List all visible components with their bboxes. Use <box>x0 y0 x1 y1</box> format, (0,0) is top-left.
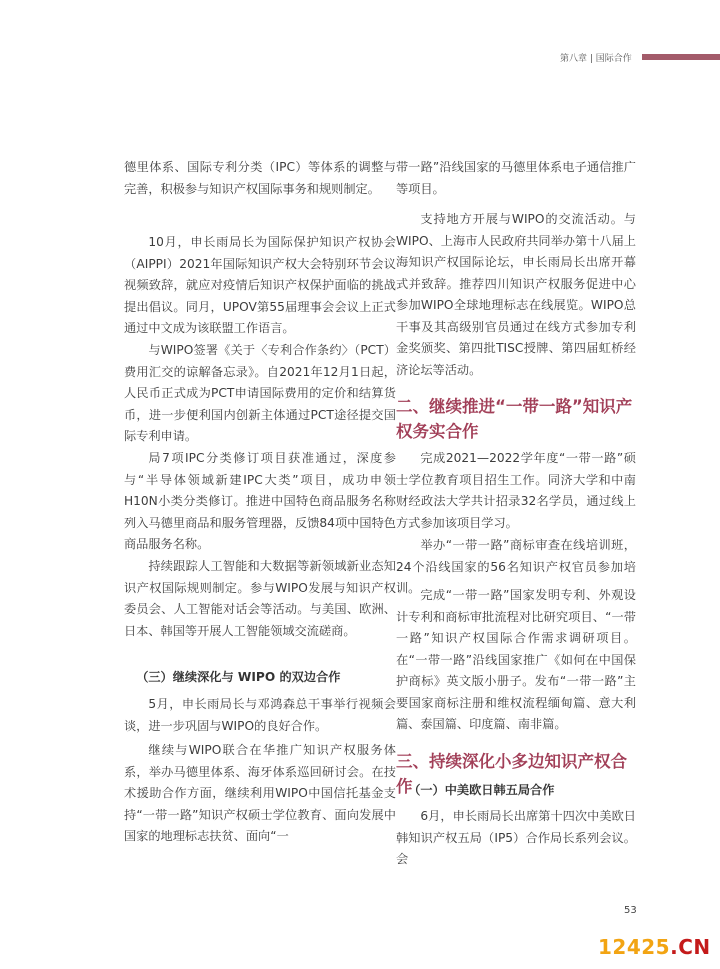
paragraph: 支持地方开展与WIPO的交流活动。与WIPO、上海市人民政府共同举办第十八届上海知识产权国际论坛，申长雨局长出席开幕式并致辞。推荐四川知识产权服务促进中心参加WIPO全球地理标志在线展览。WIPO总干事及其高级别官员通过在线方式参加专利金奖颁奖、第四批TISC授牌、第四届虹桥经济论坛等活动。 <box>396 212 636 377</box>
paragraph: 完成2021—2022学年度“一带一路”硕士学位教育项目招生工作。同济大学和中南财经政法大学共计招录32名学员，通过线上方式参加该项目学习。 <box>396 451 636 530</box>
paragraph: 持续跟踪人工智能和大数据等新领域新业态知识产权国际规则制定。参与WIPO发展与知识产权委员会、人工智能对话会等活动。与美国、欧洲、日本、韩国等开展人工智能领域交流磋商。 <box>124 559 396 638</box>
section-subheading: （一）中美欧日韩五局合作 <box>408 783 555 797</box>
paragraph: 举办“一带一路”商标审查在线培训班，24个沿线国家的56名知识产权官员参加培训。 <box>396 538 636 595</box>
chapter-header: 第八章 | 国际合作 <box>560 54 632 64</box>
paragraph: 与WIPO签署《关于〈专利合作条约〉（PCT）费用汇交的谅解备忘录》。自2021年12月1日起，人民币正式成为PCT申请国际费用的定价和结算货币，进一步便利国内创新主体通过PCT途径提交国际专利申请。 <box>124 343 396 443</box>
paragraph: 局7项IPC分类修订项目获准通过，深度参与“半导体领域新建IPC大类”项目，成功申领H10N小类分类修订。推进中国特色商品服务名称列入马德里商品和服务管理器，反馈84项中国特色商品服务名称。 <box>124 451 396 551</box>
section-heading: 二、继续推进“一带一路”知识产权务实合作 <box>396 397 633 441</box>
paragraph: 完成“一带一路”国家发明专利、外观设计专利和商标审批流程对比研究项目、“一带一路”知识产权国际合作需求调研项目。在“一带一路”沿线国家推广《如何在中国保护商标》英文版小册子。发布“一带一路”主要国家商标注册和维权流程缅甸篇、意大利篇、泰国篇、印度篇、南非篇。 <box>396 588 636 731</box>
paragraph: 5月，申长雨局长与邓鸿森总干事举行视频会谈，进一步巩固与WIPO的良好合作。 <box>124 697 396 733</box>
paragraph: 带一路”沿线国家的马德里体系电子通信推广等项目。 <box>396 160 636 196</box>
section-heading: 三、持续深化小多边知识产权合作 <box>396 752 627 796</box>
watermark-number: 12425 <box>598 935 671 959</box>
paragraph: 10月，申长雨局长为国际保护知识产权协会（AIPPI）2021年国际知识产权大会特别环节会议视频致辞，就应对疫情后知识产权保护面临的挑战提出倡议。同月，UPOV第55届理事会会议上正式通过中文成为该联盟工作语言。 <box>124 235 396 335</box>
paragraph: 德里体系、国际专利分类（IPC）等体系的调整与完善，积极参与知识产权国际事务和规则制定。 <box>124 160 396 196</box>
header-accent-bar <box>642 54 720 60</box>
paragraph: 6月，申长雨局长出席第十四次中美欧日韩知识产权五局（IP5）合作局长系列会议。会 <box>396 809 636 866</box>
watermark-logo <box>598 935 711 959</box>
watermark-domain: .CN <box>670 935 711 959</box>
section-subheading: （三）继续深化与 WIPO 的双边合作 <box>136 670 341 684</box>
page-number: 53 <box>624 905 637 916</box>
paragraph: 继续与WIPO联合在华推广知识产权服务体系，举办马德里体系、海牙体系巡回研讨会。在技术援助合作方面，继续利用WIPO中国信托基金支持“一带一路”知识产权硕士学位教育、面向发展中国家的地理标志扶贫、面向“一 <box>124 743 396 843</box>
